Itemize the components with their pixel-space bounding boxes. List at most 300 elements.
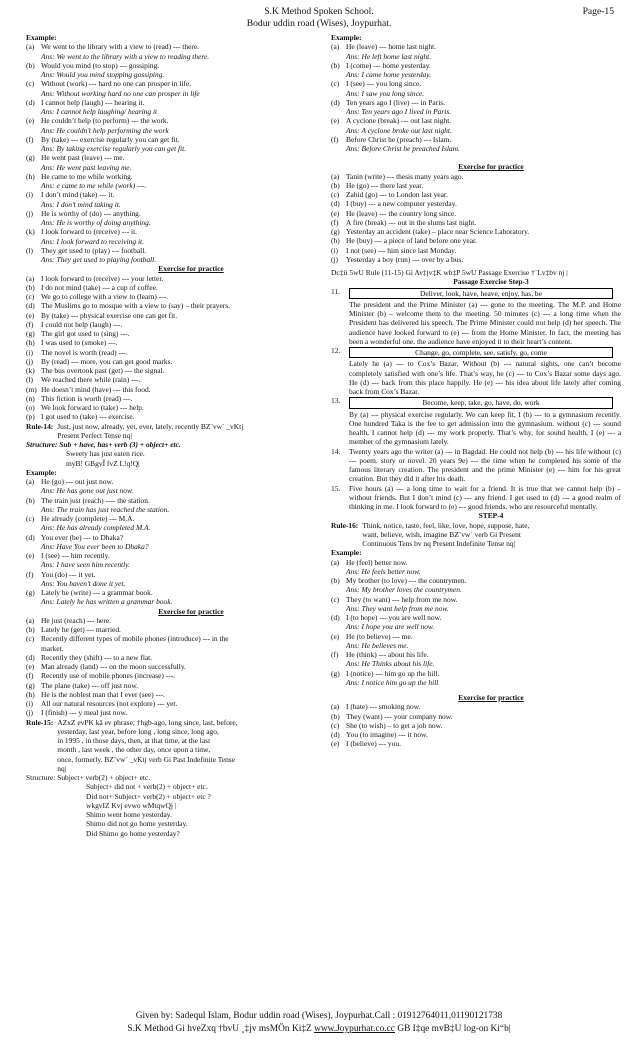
item-text: By (read) --- more, you can get good marks.: [41, 356, 173, 366]
item-label: (d): [331, 613, 340, 622]
item-label: (f): [331, 650, 339, 659]
item-question: My brother (to love) --- the countrymen.: [346, 576, 467, 585]
answer-line: Ans: Have You ever been to Dhaka?: [41, 541, 149, 551]
question-item: [331, 116, 621, 125]
item-question: I (see) --- him recently.: [41, 551, 110, 560]
item-text: Lately he (get) --- married.: [41, 625, 121, 634]
item-label: (f): [26, 671, 34, 681]
item-label: (j): [26, 708, 34, 718]
structure-example: Sweety has just eaten rice.: [66, 449, 145, 459]
website-link[interactable]: www.Joypurhat.co.cc: [314, 1024, 395, 1034]
item-label: (n): [26, 393, 35, 403]
passage-number: 13.: [331, 396, 341, 406]
item-label: (b): [331, 180, 340, 190]
item-label: (d): [331, 730, 340, 739]
structure-line: Structure: Sub + have, has+ verb (3) + object+ etc.: [26, 440, 181, 449]
question-item: [331, 650, 621, 659]
item-label: (d): [26, 652, 35, 662]
rule-15: [26, 718, 326, 774]
page-number: Page-15: [582, 6, 614, 17]
passage-body: [349, 287, 621, 347]
question-item: [26, 533, 326, 542]
item-question: He (feel) better now.: [346, 557, 408, 567]
item-label: (d): [331, 199, 340, 209]
item-label: (b): [26, 282, 35, 292]
practice-heading: Exercise for practice: [158, 606, 224, 616]
answer-line: Ans: He couldn’t help performing the work: [41, 125, 169, 135]
passage: [331, 396, 621, 446]
right-column: [331, 33, 621, 749]
question-item: [26, 153, 326, 162]
example-list: [26, 477, 326, 607]
example-heading: Example:: [331, 33, 362, 42]
item-label: (c): [26, 292, 35, 301]
practice-item: [26, 338, 326, 347]
question-item: [26, 588, 326, 597]
item-question: He (leave) --- home last night.: [346, 42, 437, 52]
passage-body: [349, 396, 621, 446]
item-question: They (to want) --- help from me now.: [346, 594, 458, 604]
rule-label: Rule-14:: [26, 421, 54, 431]
item-text: A fire (break) --- out in the slums last night.: [346, 217, 477, 227]
item-text: You (to imagine) --- it now.: [346, 730, 428, 739]
question-item: [331, 632, 621, 641]
text-line: yesterday, last year, before long , long since, long ago,: [57, 726, 219, 736]
passage: [331, 287, 621, 347]
item-text: We go to college with a view to (learn) ---.: [41, 292, 169, 301]
answer-line: Ans: He has gone out just now.: [41, 486, 134, 496]
question-item: [331, 98, 621, 107]
question-item: [26, 172, 326, 181]
item-label: (a): [331, 42, 340, 52]
practice-item: [331, 712, 621, 721]
answer-line: Ans: I saw you long since.: [346, 88, 425, 98]
item-label: (e): [26, 662, 35, 671]
text-line: once, formerly. BZ¨vw` _vKtj verb Gi Past Indefinite Tense: [57, 754, 236, 764]
question-item: [331, 61, 621, 70]
rule-text: [362, 521, 621, 549]
item-question: Without (work) --- hard no one can prosper in life.: [41, 79, 192, 89]
item-text: He (go) --- there last year.: [346, 180, 424, 190]
passage-text: Twenty years ago the writer (a) --- in Bagdad. He could not help (b) --- his life without (c) --- poem. story or novel. 20 years 9e) --- the time when he completed his some of the famous literary creation. The president and the prime Minister (e) --- him for his great creation. But they did it after his death.: [349, 446, 621, 484]
item-text: Man already (land) --- on the moon successfully.: [41, 662, 186, 671]
question-item: [331, 613, 621, 622]
practice-item: [26, 394, 326, 403]
item-label: (f): [26, 319, 34, 329]
answer-line: Ans: Ten years ago I lived in Paris.: [346, 107, 452, 116]
item-text: By (take) --- physical exercise one can get fit.: [41, 310, 178, 320]
item-text: market.: [41, 643, 64, 653]
item-label: (p): [26, 412, 35, 422]
answer-line: Ans: He left home last night.: [346, 51, 432, 61]
item-label: (j): [26, 208, 34, 218]
question-item: [26, 570, 326, 579]
item-label: (c): [26, 79, 35, 89]
item-label: (a): [331, 702, 340, 712]
text-line: AZxZ evPK kã ev phrase; †hgb-ago, long since, last, before,: [57, 717, 238, 727]
passage-text: Lately he (a) --- to Cox’s Bazar, Without (b) --- natural sights, one can’t become completely satisfied with one’s life. That’s way, he (c) --- to Cox’s Bazar some days ago. He (d) --- back from this place happily. He (e) --- his idea about life lately after coming back from Cox’s Bazar.: [349, 359, 621, 396]
item-label: (f): [26, 134, 34, 144]
item-label: (l): [26, 245, 34, 255]
practice-item: [331, 246, 621, 255]
item-label: (e): [26, 551, 35, 560]
practice-item: [26, 403, 326, 412]
practice-item: [331, 702, 621, 711]
passage: [331, 346, 621, 396]
question-item: [331, 79, 621, 88]
structure-block: [26, 773, 326, 838]
practice-item: [26, 412, 326, 421]
item-question: I (come) --- home yesterday.: [346, 60, 431, 70]
answer-line: Ans: They want help from me now.: [346, 603, 449, 613]
step3-heading: Passage Exercise Step-3: [453, 277, 529, 287]
answer-line: Ans: We went to the library with a view to reading there.: [41, 51, 210, 61]
item-label: (a): [331, 557, 340, 567]
rule-label: Rule-16:: [331, 520, 359, 530]
question-item: [26, 190, 326, 199]
item-text: This fiction is worth (read) ---.: [41, 393, 133, 403]
item-text: He is the noblest man that I ever (see) ---.: [41, 689, 165, 699]
item-question: The train just (reach) ---- the station.: [41, 495, 150, 505]
item-text: He (buy) --- a piece of land before one year.: [346, 236, 477, 246]
item-label: (g): [26, 680, 35, 690]
structure-line: Subject+ did not + verb(2) + object+ etc.: [86, 782, 208, 792]
item-question: I (to hope) --- you are well now.: [346, 613, 442, 622]
item-label: (f): [331, 134, 339, 144]
practice-item: [26, 329, 326, 338]
item-label: (g): [26, 588, 35, 597]
item-question: He (go) --- out just now.: [41, 477, 114, 486]
item-text: They (want) --- your company now.: [346, 711, 453, 721]
answer-line: Ans: They get used to playing football.: [41, 255, 157, 264]
answer-line: Ans: Without working hard no one can prosper in life: [41, 88, 200, 98]
item-question: I (see) --- you long since.: [346, 79, 422, 89]
item-text: He just (reach) --- here.: [41, 615, 111, 625]
answer-line: Ans: I cannot help laughing/ hearing it: [41, 107, 158, 116]
item-question: I look forward to (receive) --- it.: [41, 227, 138, 237]
passage-number: 11.: [331, 286, 341, 296]
question-item: [26, 135, 326, 144]
rule-note: Dc‡ii 5wU Rule (11-15) Gi Av‡jv‡K wb‡P 5wU Passage Exercise †`Lv‡bv nj |: [331, 268, 568, 277]
answer-line: Ans: I came home yesterday.: [346, 70, 432, 79]
item-question: I cannot help (laugh) --- hearing it.: [41, 97, 145, 107]
practice-list: [26, 616, 326, 718]
answer-line: Ans: I don’t mind taking it.: [41, 199, 121, 209]
text-line: want, believe, wish, imagine BZ¨vw` verb Gi Present: [362, 529, 521, 539]
question-item: [331, 42, 621, 51]
left-column: [26, 33, 326, 838]
item-label: (a): [331, 171, 340, 181]
practice-item: [26, 625, 326, 634]
practice-item: [26, 283, 326, 292]
question-item: [26, 116, 326, 125]
example-heading: Example:: [26, 467, 57, 477]
practice-item: [331, 236, 621, 245]
practice-item: [26, 375, 326, 384]
practice-item: [26, 616, 326, 625]
item-text: The bus overtook past (get) --- the signal.: [41, 366, 165, 375]
answer-line: Ans: I notice him go up the hill: [346, 677, 439, 687]
answer-line: Ans: By taking exercise regularly you can get fit.: [41, 144, 187, 153]
question-item: [26, 61, 326, 70]
answer-line: Ans: He is worthy of doing anything.: [41, 218, 151, 227]
passage-text: By (a) --- physical exercise regularly. We can keep fit, I (b) --- to a gymnasium recently. One hundred Taka is the fee to get admission into the gymnasium. without (c) --- sound health, I cannot help (d) --- my work properly. That’s why, for sound health, I (e) --- a member of the gymnasium lately.: [349, 409, 621, 447]
practice-item: [26, 311, 326, 320]
practice-list: [331, 702, 621, 748]
item-question: You ever (be) --- to Dhaka?: [41, 532, 124, 542]
item-text: The girl got used to (sing) ---.: [41, 329, 130, 338]
item-text: I (believe) --- you.: [346, 739, 401, 749]
example-list: [331, 42, 621, 153]
item-label: (h): [26, 689, 35, 699]
passage-number: 14.: [331, 446, 341, 456]
item-label: (f): [26, 569, 34, 579]
rule-14: [26, 422, 326, 441]
item-question: He already (complete) --- M.A.: [41, 514, 135, 523]
practice-item: [331, 190, 621, 199]
school-address: Bodur uddin road (Wises), Joypurhat.: [246, 18, 392, 29]
structure-line: Shimo did not go home yesterday.: [86, 819, 188, 829]
question-item: [26, 98, 326, 107]
answer-line: Ans: You haven’t done it yet.: [41, 578, 126, 588]
item-text: I could not help (laugh) ---.: [41, 319, 123, 329]
passage-number: 12.: [331, 346, 341, 355]
practice-item: [26, 385, 326, 394]
answer-line: Ans: He Thinks about his life.: [346, 659, 435, 669]
question-item: [331, 669, 621, 678]
question-item: [331, 558, 621, 567]
item-question: Ten years ago I (live) --- in Paris.: [346, 97, 446, 107]
item-text: We look forward to (take) --- help.: [41, 403, 144, 412]
text-line: in 1995 , in those days, then, at that time, at the last: [57, 736, 211, 745]
practice-item: [26, 681, 326, 690]
item-text: I (finish) --- y meal just now.: [41, 708, 128, 718]
item-label: (h): [26, 338, 35, 348]
item-question: Would you mind (to stop) --- gossiping.: [41, 60, 160, 70]
answer-line: Ans: He has already completed M.A.: [41, 523, 151, 533]
practice-item: [26, 662, 326, 671]
item-label: (c): [331, 190, 340, 199]
answer-line: Ans: Lately he has written a grammar book.: [41, 597, 173, 607]
structure-line: Shimo went home yesterday.: [86, 810, 172, 819]
item-label: (a): [26, 42, 35, 52]
practice-item: [331, 172, 621, 181]
item-label: (i): [26, 699, 34, 708]
question-item: [26, 246, 326, 255]
item-label: (e): [26, 310, 35, 320]
passage-body: [349, 447, 621, 484]
item-label: (e): [331, 208, 340, 218]
item-question: You (do) --- it yet.: [41, 569, 96, 579]
item-text: I do not mind (take) --- a cup of coffee.: [41, 282, 158, 292]
text-line: Think, notice, taste, feel, like, love, hope, suppose, hate,: [362, 520, 530, 530]
item-label: (c): [331, 79, 340, 89]
item-text: The plane (take) --- off just now.: [41, 680, 139, 690]
item-label: (b): [331, 60, 340, 70]
practice-heading: Exercise for practice: [158, 264, 224, 274]
item-question: He (think) --- about his life.: [346, 650, 429, 659]
passage: [331, 447, 621, 484]
item-text: He doesn’t mind (have) --- this food.: [41, 384, 151, 394]
answer-line: Ans: I have seen him recently.: [41, 560, 130, 570]
item-text: I got used to (take) --- exercise.: [41, 412, 135, 422]
item-question: He went past (leave) --- me.: [41, 153, 125, 163]
practice-item: [26, 653, 326, 662]
item-question: Before Christ he (preach) --- Islam.: [346, 134, 452, 144]
item-label: (j): [331, 254, 339, 264]
item-label: (d): [26, 301, 35, 311]
item-text: Yesterday an accident (take) – place near Science Laboratory.: [346, 227, 530, 236]
item-question: Lately he (write) --- a grammar book.: [41, 588, 153, 597]
item-label: (j): [26, 356, 34, 366]
structure-line: wkgvIZ Kvj evwo wMtqwQj |: [86, 800, 177, 810]
item-label: (i): [331, 245, 339, 255]
answer-line: Ans: He believes me.: [346, 640, 409, 650]
answer-line: Ans: A cyclone broke out last night.: [346, 125, 452, 135]
item-text: I look forward to (receive) --- your letter.: [41, 273, 164, 283]
practice-item: [26, 292, 326, 301]
item-label: (d): [26, 532, 35, 542]
practice-item: [26, 366, 326, 375]
item-label: (d): [331, 97, 340, 107]
item-label: (h): [26, 171, 35, 181]
item-label: (f): [331, 217, 339, 227]
item-text: We reached there while (rain) ---.: [41, 375, 141, 385]
answer-line: Ans: My brother loves the countrymen.: [346, 585, 462, 595]
practice-item: [331, 199, 621, 208]
item-text: Recently different types of mobile phones (introduce) --- in the: [41, 634, 229, 644]
passage-body: [349, 346, 621, 396]
item-label: (c): [331, 594, 340, 604]
item-text: Yesterday a boy (run) --- over by a bus.: [346, 254, 464, 264]
item-question: They get used to (play) --- football.: [41, 245, 147, 255]
item-label: (i): [26, 190, 34, 200]
item-text: All our natural resources (not explore) --- yet.: [41, 699, 178, 708]
item-question: He is worthy of (do) --- anything.: [41, 208, 141, 218]
passage-list: [331, 287, 621, 512]
item-text: I (hate) --- smoking now.: [346, 702, 421, 712]
practice-list: [26, 274, 326, 422]
question-item: [331, 135, 621, 144]
item-label: (k): [26, 366, 35, 375]
item-text: I (buy) --- a new computer yesterday.: [346, 199, 457, 209]
item-label: (g): [331, 668, 340, 678]
question-item: [26, 227, 326, 236]
question-item: [26, 79, 326, 88]
practice-item: [26, 644, 326, 653]
item-question: He couldn’t help (to perform) --- the work.: [41, 116, 169, 126]
item-text: I was used to (smoke) ---.: [41, 338, 118, 348]
page-header: [0, 6, 638, 30]
item-label: (e): [331, 631, 340, 641]
question-item: [331, 576, 621, 585]
word-box: Deliver, look, have, heave, enjoy, has, be: [349, 288, 613, 299]
example-heading: Example:: [26, 33, 57, 42]
answer-line: Ans: He feels better now.: [346, 566, 421, 576]
practice-item: [26, 671, 326, 680]
example-heading: Example:: [331, 548, 362, 558]
item-label: (b): [26, 495, 35, 505]
practice-item: [331, 181, 621, 190]
passage: [331, 484, 621, 512]
structure-line: Did not+ Subject+ verb(2) + object+ etc ?: [86, 791, 211, 801]
practice-item: [331, 209, 621, 218]
item-label: (l): [26, 375, 34, 385]
footer-website-line: S.K Method Gi hveZxq †bvU ¸‡jv msMÖn Ki‡Z www.Joypurhat.co.cc GB I‡qe mvB‡U log-on Ki“b|: [127, 1024, 511, 1034]
footer-contact: Given by: Sadequl Islam, Bodur uddin road (Wises), Joypurhat.Call : 01912764011,01190121738: [135, 1011, 503, 1021]
item-question: I (notice) --- him go up the hill.: [346, 668, 440, 678]
item-question: He (to believe) --- me.: [346, 631, 413, 641]
item-label: (c): [26, 514, 35, 523]
answer-line: Ans: Would you mind stopping gossiping.: [41, 70, 165, 79]
answer-line: Ans: Before Christ he preached Islam.: [346, 144, 460, 153]
item-label: (c): [26, 634, 35, 644]
item-question: We went to the library with a view to (read) --- there.: [41, 42, 200, 52]
practice-item: [26, 320, 326, 329]
answer-line: Ans: I hope you are well now.: [346, 622, 435, 632]
item-text: I not (see) --- him since last Monday.: [346, 245, 457, 255]
item-label: (h): [331, 236, 340, 246]
item-label: (e): [26, 116, 35, 126]
item-text: Recently they (shift) --- to a new flat.: [41, 652, 153, 662]
practice-item: [331, 218, 621, 227]
structure-line: Did Shimo go home yesterday?: [86, 828, 180, 838]
item-label: (a): [26, 273, 35, 283]
rule-16: [331, 521, 621, 549]
passage-body: [349, 484, 621, 512]
item-label: (c): [331, 720, 340, 730]
practice-item: [26, 708, 326, 717]
rule-label: Rule-15:: [26, 717, 54, 727]
question-item: [26, 496, 326, 505]
practice-heading: Exercise for practice: [458, 162, 524, 172]
practice-item: [331, 255, 621, 264]
practice-item: [331, 227, 621, 236]
practice-item: [331, 739, 621, 748]
question-item: [26, 514, 326, 523]
item-text: The Muslims go to mosque with a view to (say) – their prayers.: [41, 301, 231, 311]
item-question: I don’t mind (take) --- it.: [41, 190, 115, 200]
item-label: (g): [26, 329, 35, 338]
item-label: (e): [331, 739, 340, 749]
practice-item: [26, 699, 326, 708]
word-box: Become, keep, take, go, have, do, work: [349, 397, 613, 408]
item-question: By (take) --- exercise regularly you can get fit.: [41, 134, 180, 144]
item-label: (m): [26, 384, 37, 394]
passage-text: Five hours (a) --- a long time to wait for a friend. It is true that we cannot help (b) – without friends. But I don’t mind (c) --- any friend. I get used to (d) --- a good realm of thinking in me. I look forward to (e) --- good friends, who are resourceful mentally.: [349, 483, 621, 511]
question-item: [26, 42, 326, 51]
item-label: (a): [26, 615, 35, 625]
item-label: (b): [26, 60, 35, 70]
practice-item: [331, 730, 621, 739]
practice-item: [26, 634, 326, 643]
item-question: A cyclone (break) --- out last night.: [346, 116, 452, 126]
item-text: The novel is worth (read) ---.: [41, 347, 128, 357]
item-label: (o): [26, 403, 35, 412]
practice-list: [331, 172, 621, 265]
item-label: (b): [26, 625, 35, 634]
answer-line: Ans: I look forward to receiving it.: [41, 236, 144, 246]
school-name: S.K Method Spoken School.: [264, 6, 374, 17]
item-label: (a): [26, 477, 35, 486]
passage-text: The president and the Prime Minister (a) --- gone to the meeting. The M.P. and Home Minister (b) – welcome them to the meeting. 50 minutes (c) --- a long time when the President has delivered his speech. The Prime Minister could not help (d) her speech. The audience have looked forward to (e) --- from the Home Minister. In fact, the meeting has been a wonderful one. the audience have enjoyed it to their heart’s content.: [349, 299, 621, 346]
item-label: (g): [331, 227, 340, 236]
practice-item: [26, 690, 326, 699]
item-text: He (leave) --- the country long since.: [346, 208, 457, 218]
answer-line: Ans: He went past leaving me.: [41, 162, 132, 172]
rule-text: [57, 718, 326, 774]
practice-item: [26, 274, 326, 283]
